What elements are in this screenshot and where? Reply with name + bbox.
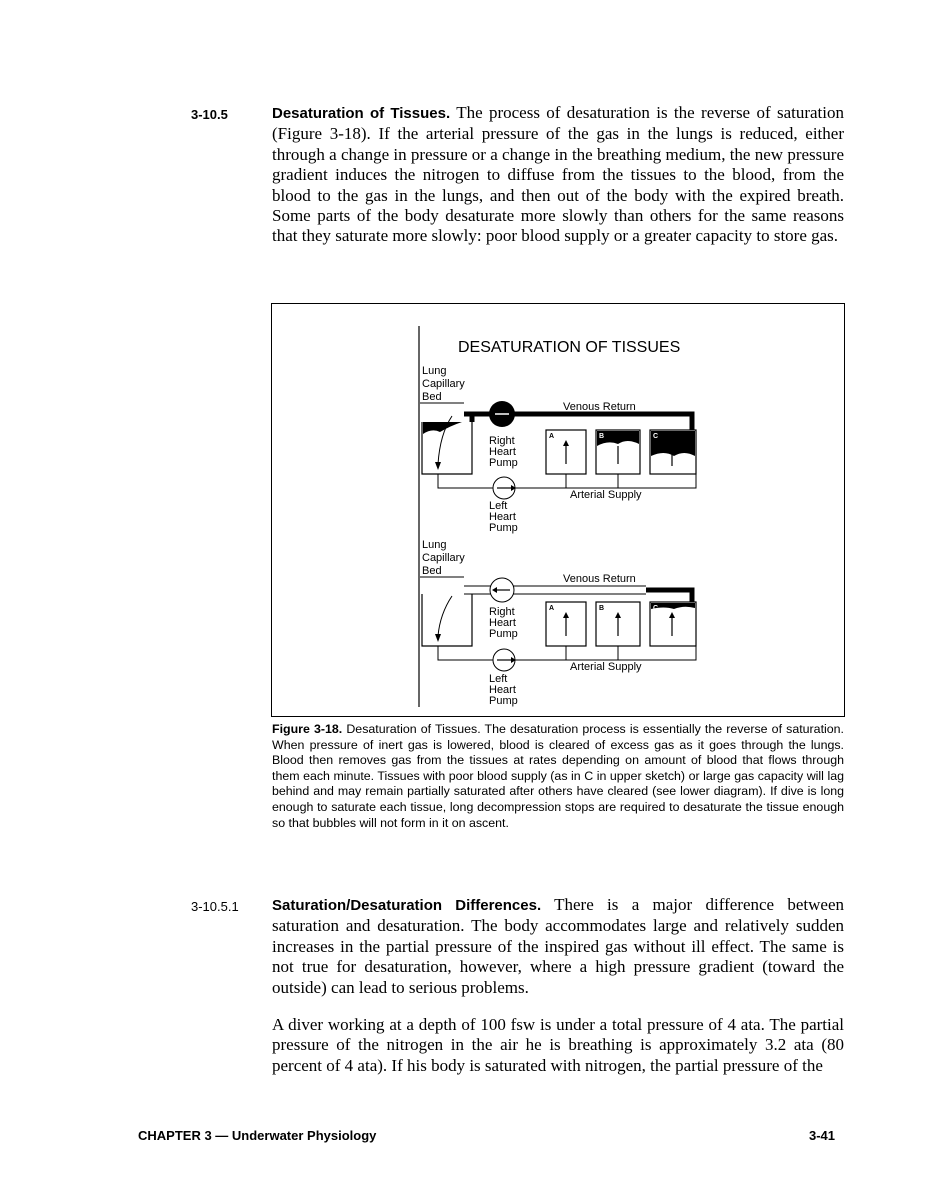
desaturation-diagram [272,304,843,715]
section-number: 3-10.5 [191,107,228,122]
subsection-paragraph [272,895,844,998]
upper-lung-label-2: Capillary [422,378,465,390]
upper-lung-label-1: Lung [422,365,447,377]
lower-venous-label: Venous Return [563,573,636,585]
upper-tissue-a: A [549,433,555,440]
caption-label: Figure 3-18. [272,722,343,736]
lower-tissue-a: A [549,605,555,612]
upper-tissue-b: B [599,433,605,440]
footer-chapter: CHAPTER 3 — Underwater Physiology [138,1128,377,1143]
body-paragraph: A diver working at a depth of 100 fsw is under a total pressure of 4 ata. The partial pressure of the nitrogen in the air he is breathing is approximately 3.2 ata (80 percent of 4 ata). If his body is saturated with nitrogen, the partial pressure of the [272,1015,844,1075]
lower-tissue-c: C [653,605,659,612]
upper-right-pump-3: Pump [489,457,518,469]
lower-lung-label-1: Lung [422,539,447,551]
subsection-heading: Saturation/Desaturation Differences. [272,897,542,914]
lower-sketch [420,539,696,707]
figure-frame [271,303,845,717]
figure-caption [272,722,844,831]
upper-left-pump-2: Heart [489,511,516,523]
upper-right-pump-2: Heart [489,446,516,458]
section-heading: Desaturation of Tissues. [272,105,451,122]
upper-venous-label: Venous Return [563,401,636,413]
lower-left-pump-3: Pump [489,695,518,707]
section-body: The process of desaturation is the reverse of saturation (Figure 3-18). If the arterial pressure of the gas in the lungs is reduced, either through a change in pressure or a change in the breathing medium, the new pressure gradient induces the nitrogen to diffuse from the tissues to the blood, from the blood to the gas in the lungs, and then out of the body with the expired breath. Some parts of the body desaturate more slowly than others for the same reasons that they saturate more slowly: poor blood supply or a greater capacity to store gas. [272,103,844,246]
lower-right-pump-1: Right [489,606,515,618]
lower-tissue-b: B [599,605,605,612]
lower-arterial-label: Arterial Supply [570,661,642,673]
lower-left-pump-1: Left [489,673,508,685]
lower-right-pump-3: Pump [489,628,518,640]
section-paragraph [272,103,844,247]
upper-tissue-c: C [653,433,659,440]
upper-left-pump-3: Pump [489,522,518,534]
subsection-number: 3-10.5.1 [191,899,239,914]
upper-arterial-label: Arterial Supply [570,489,642,501]
upper-right-pump-1: Right [489,435,515,447]
figure-title: DESATURATION OF TISSUES [458,339,681,356]
subsection-body: There is a major difference between saturation and desaturation. The body accommodates large and relatively sudden increases in the partial pressure of the inspired gas without ill effect. The same is not true for desaturation, however, where a high pressure gradient (toward the outside) can lead to serious problems. [272,895,845,997]
lower-right-pump-2: Heart [489,617,516,629]
upper-lung-label-3: Bed [422,391,442,403]
caption-text: Desaturation of Tissues. The desaturation process is essentially the reverse of saturation. When pressure of inert gas is lowered, blood is cleared of excess gas as it goes through the lungs. Blood then removes gas from the tissues at rates depending on amount of blood that flows through them each minute. Tissues with poor blood supply (as in C in upper sketch) or large gas capacity will lag behind and may remain partially saturated after others have cleared (see lower diagram). If dive is long enough to saturate each tissue, long decompression stops are required to desaturate the tissue enough so that bubbles will not form in it on ascent. [272,722,844,830]
lower-left-pump-2: Heart [489,684,516,696]
lower-lung-label-2: Capillary [422,552,465,564]
footer-page-number: 3-41 [809,1128,836,1143]
upper-sketch [420,365,696,534]
upper-left-pump-1: Left [489,500,508,512]
lower-lung-label-3: Bed [422,565,442,577]
